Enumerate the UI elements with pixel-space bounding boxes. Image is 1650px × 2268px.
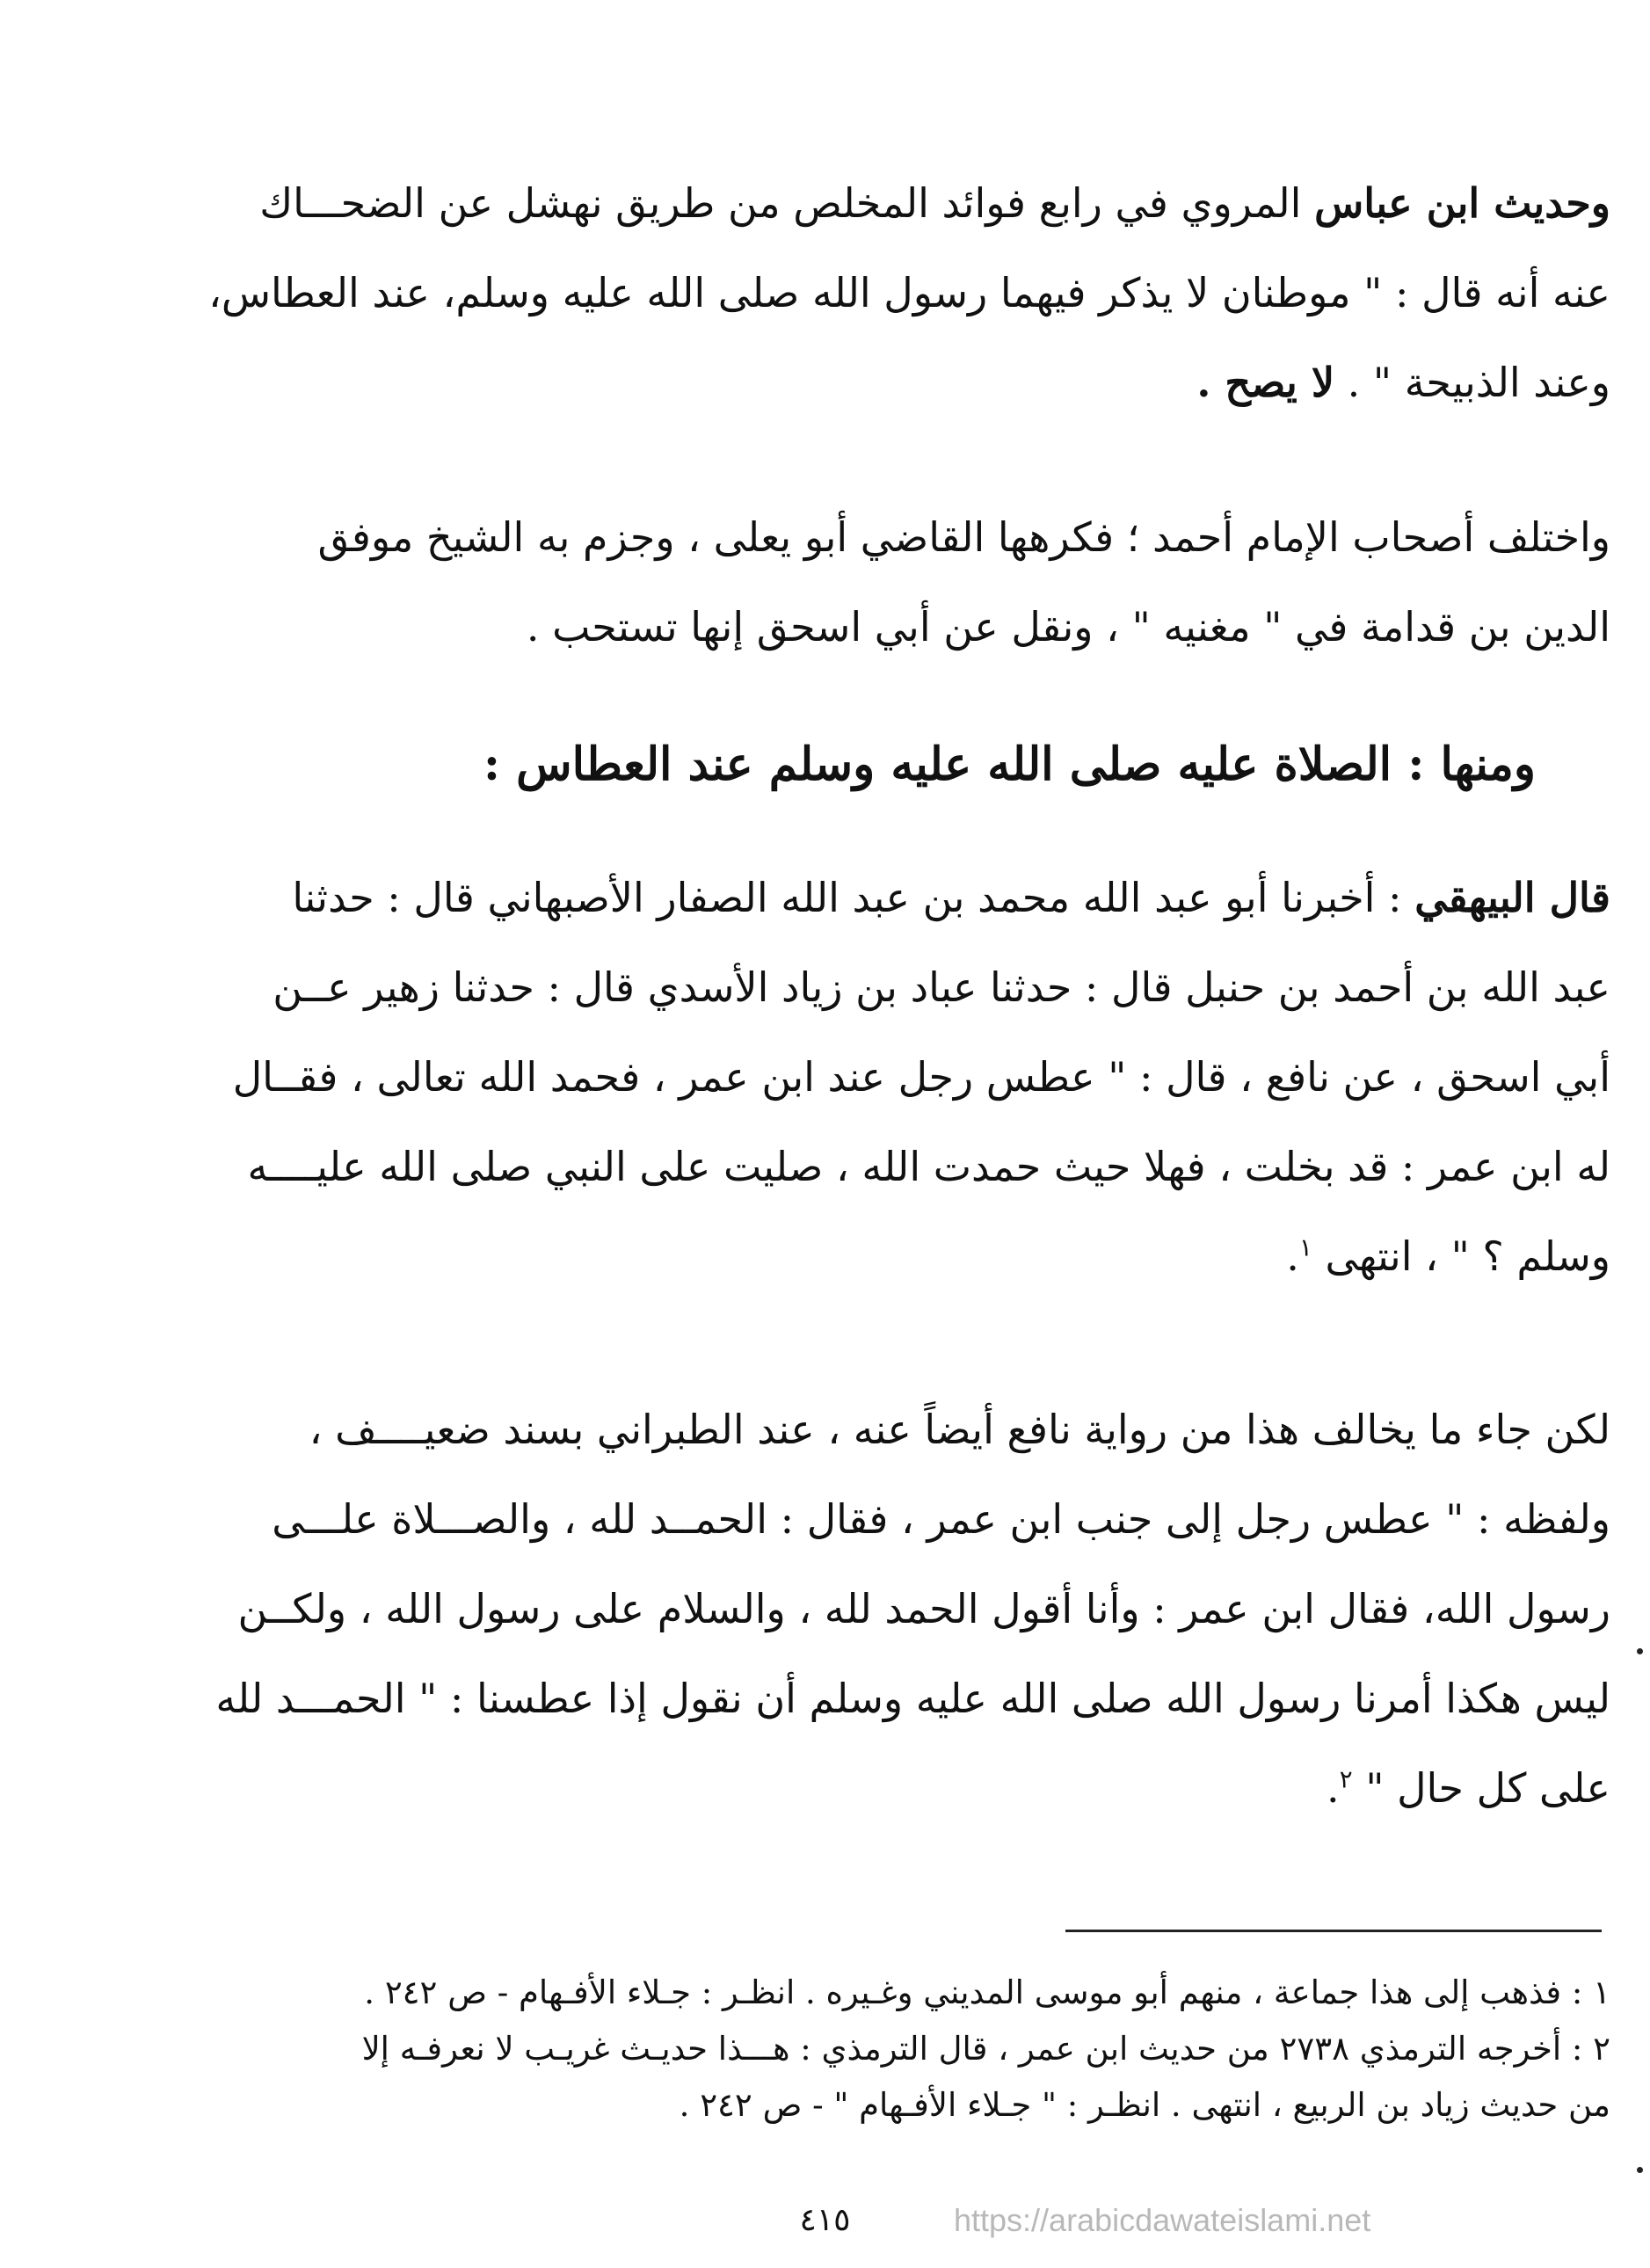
line-text: على كل حال " xyxy=(1365,1764,1610,1812)
section-heading: ومنها : الصلاة عليه صلى الله عليه وسلم عند العطاس : xyxy=(483,738,1536,791)
text-line: لكن جاء ما يخالف هذا من رواية نافع أيضاً عنه ، عند الطبراني بسند ضعيــــف ، xyxy=(309,1406,1610,1453)
footnote-separator xyxy=(1065,1930,1602,1932)
text-line: أبي اسحق ، عن نافع ، قال : " عطس رجل عند ابن عمر ، فحمد الله تعالى ، فقــال xyxy=(232,1053,1610,1101)
line-text: وعند الذبيحة " . xyxy=(1334,359,1610,406)
verdict-bold: لا يصح . xyxy=(1196,359,1335,406)
scan-speck xyxy=(1637,1648,1643,1654)
text-line: ولفظه : " عطس رجل إلى جنب ابن عمر ، فقال : الحمــد لله ، والصـــلاة علـــى xyxy=(272,1495,1610,1543)
bold-phrase: وحديث ابن عباس xyxy=(1314,179,1610,227)
line-end: . xyxy=(1327,1764,1340,1812)
paragraph-hanbali-disagreement xyxy=(125,492,1610,672)
text-line: واختلف أصحاب الإمام أحمد ؛ فكرهها القاضي أبو يعلى ، وجزم به الشيخ موفق xyxy=(317,513,1610,561)
bold-phrase: قال البيهقي xyxy=(1414,874,1610,921)
footnote-ref-2[interactable]: ٢ xyxy=(1339,1764,1353,1794)
footnote-1: ١ : فذهب إلى هذا جماعة ، منهم أبو موسى المديني وغـيره . انظـر : جـلاء الأفـهام - ص ٢٤٢ . xyxy=(364,1974,1610,2011)
text-line xyxy=(125,853,1610,942)
text-line: ليس هكذا أمرنا رسول الله صلى الله عليه وسلم أن نقول إذا عطسنا : " الحمـــد لله xyxy=(215,1675,1610,1722)
text-line xyxy=(125,158,1610,248)
footnotes xyxy=(116,1965,1610,2134)
page-number: ٤١٥ xyxy=(799,2202,851,2238)
text-line xyxy=(125,1743,1610,1833)
text-line xyxy=(125,1211,1610,1301)
text-line: له ابن عمر : قد بخلت ، فهلا حيث حمدت الله ، صليت على النبي صلى الله عليــــه xyxy=(247,1143,1610,1190)
paragraph-bayhaqi xyxy=(125,853,1610,1301)
line-end: . xyxy=(1286,1232,1299,1280)
footnote-ref-1[interactable]: ١ xyxy=(1298,1232,1312,1262)
text-line: عنه أنه قال : " موطنان لا يذكر فيهما رسول الله صلى الله عليه وسلم، عند العطاس، xyxy=(208,269,1610,316)
line-text: المروي في رابع فوائد المخلص من طريق نهشل عن الضحـــاك xyxy=(259,179,1315,227)
line-text: : أخبرنا أبو عبد الله محمد بن عبد الله الصفار الأصبهاني قال : حدثنا xyxy=(292,874,1415,921)
footnote-2: ٢ : أخرجه الترمذي ٢٧٣٨ من حديث ابن عمر ، قال الترمذي : هـــذا حديـث غريـب لا نعرفـه إلا xyxy=(361,2030,1610,2068)
text-line: عبد الله بن أحمد بن حنبل قال : حدثنا عباد بن زياد الأسدي قال : حدثنا زهير عــن xyxy=(273,963,1610,1011)
text-line xyxy=(125,338,1610,427)
scan-speck xyxy=(1637,2167,1643,2173)
line-text: وسلم ؟ " ، انتهى xyxy=(1325,1232,1610,1280)
text-line: الدين بن قدامة في " مغنيه " ، ونقل عن أبي اسحق إنها تستحب . xyxy=(526,603,1610,651)
paragraph-ibn-abbas xyxy=(125,158,1610,427)
footnote-2-continued: من حديث زياد بن الربيع ، انتهى . انظـر : " جـلاء الأفـهام " - ص ٢٤٢ . xyxy=(679,2086,1610,2124)
text-line: رسول الله، فقال ابن عمر : وأنا أقول الحمد لله ، والسلام على رسول الله ، ولكــن xyxy=(237,1585,1610,1632)
paragraph-tabarani xyxy=(125,1385,1610,1833)
watermark-url: https://arabicdawateislami.net xyxy=(954,2202,1371,2238)
